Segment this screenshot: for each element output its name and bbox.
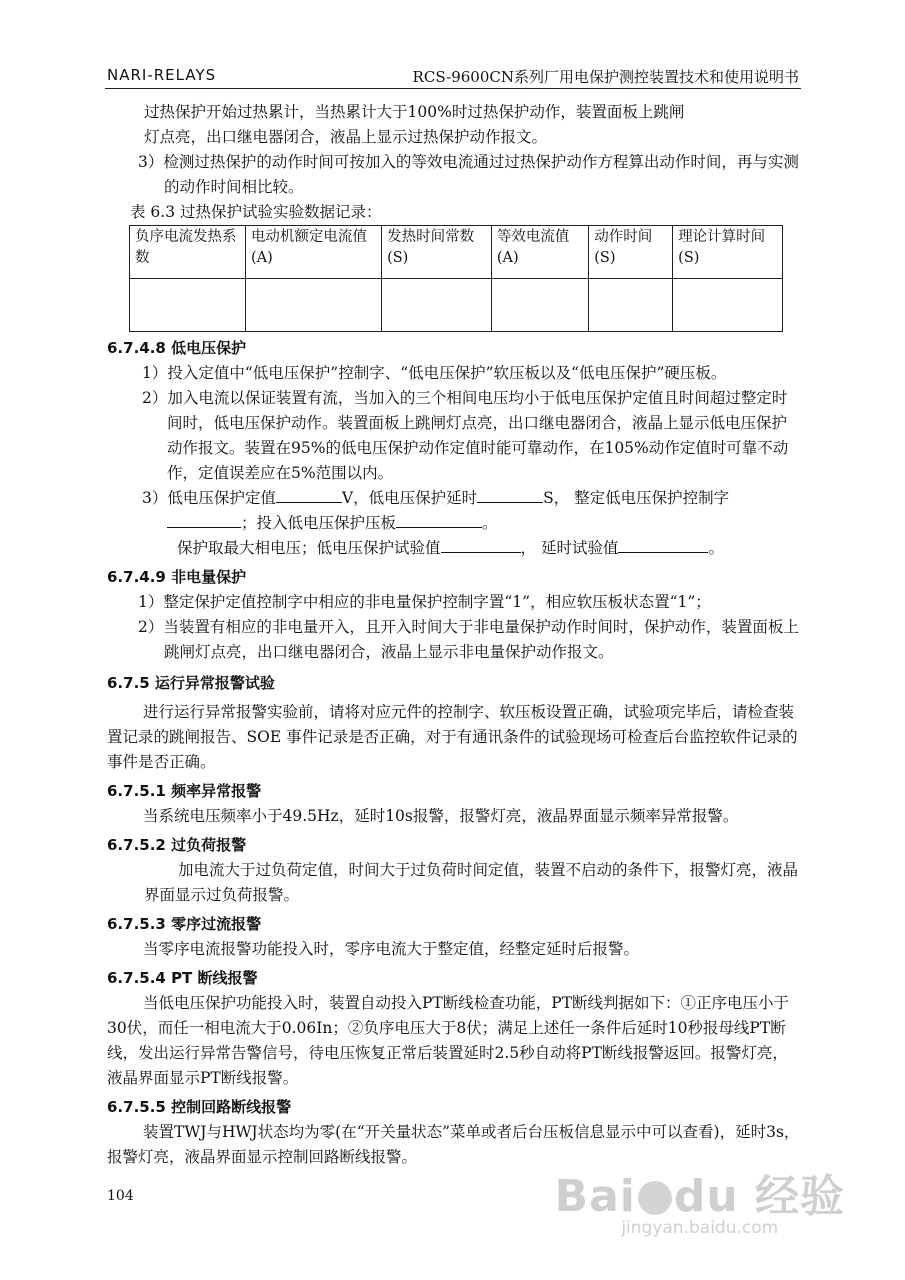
section-heading-6755: 6.7.5.5 控制回路断线报警 [107, 1098, 292, 1116]
undervoltage-item-1: 1）投入定值中“低电压保护”控制字、“低电压保护”软压板以及“低电压保护”硬压板。 [142, 364, 727, 382]
uv-item3-text-h: 。 [708, 539, 724, 557]
table-cell[interactable] [491, 279, 588, 332]
uv-item3-text-b: V，低电压保护延时 [341, 489, 478, 507]
table-header-cell: 理论计算时间(S) [673, 226, 783, 279]
table-blank-row [130, 279, 783, 332]
control-circuit-alarm-body: 装置TWJ与HWJ状态均为零(在“开关量状态”菜单或者后台压板信息显示中可以查看)，延时3s，报警灯亮，液晶界面显示控制回路断线报警。 [107, 1123, 800, 1166]
table-header-cell: 发热时间常数(S) [382, 226, 492, 279]
overheat-item-3: 3）检测过热保护的动作时间可按加入的等效电流通过过热保护动作方程算出动作时间，再与实测的动作时间相比较。 [138, 153, 799, 196]
baidu-watermark [555, 1160, 845, 1238]
undervoltage-item-3 [107, 486, 801, 536]
wm-logo-part-c: 经验 [755, 1171, 845, 1222]
nonelectric-item-1: 1）整定保护定值控制字中相应的非电量保护控制字置“1”，相应软压板状态置“1”； [138, 593, 711, 611]
wm-logo-part-b: du [673, 1171, 739, 1222]
overheat-cont-line2: 灯点亮，出口继电器闭合，液晶上显示过热保护动作报文。 [144, 128, 548, 146]
table-cell[interactable] [589, 279, 673, 332]
uv-item3-text-g: ， 延时试验值 [520, 539, 619, 557]
section-heading-675: 6.7.5 运行异常报警试验 [107, 674, 275, 692]
table-header-cell: 等效电流值(A) [491, 226, 588, 279]
alarm-test-intro: 进行运行异常报警实验前，请将对应元件的控制字、软压板设置正确，试验项完毕后，请检查装置记录的跳闸报告、SOE 事件记录是否正确，对于有通讯条件的试验现场可检查后台监控软件记录的事件是否正确。 [107, 703, 798, 771]
overheat-continuation [107, 100, 801, 150]
uv-item3-text-d: ；投入低电压保护压板 [241, 514, 397, 532]
table-header-cell: 动作时间(S) [589, 226, 673, 279]
uv-item3-text-c: S， 整定低电压保护控制字 [543, 489, 730, 507]
page-body [107, 100, 801, 1170]
table-cell[interactable] [673, 279, 783, 332]
zero-seq-alarm-body: 当零序电流报警功能投入时，零序电流大于整定值，经整定延时后报警。 [143, 940, 640, 958]
section-heading-6748: 6.7.4.8 低电压保护 [107, 339, 247, 357]
section-heading-6749: 6.7.4.9 非电量保护 [107, 568, 247, 586]
header-rule [105, 88, 801, 89]
table-cell[interactable] [245, 279, 381, 332]
uv-item3-text-a: 3）低电压保护定值 [142, 489, 276, 507]
section-heading-6753: 6.7.5.3 零序过流报警 [107, 915, 262, 933]
table-cell[interactable] [382, 279, 492, 332]
uv-delay-blank[interactable] [477, 486, 543, 503]
nonelectric-item-2: 2）当装置有相应的非电量开入，且开入时间大于非电量保护动作时间时，保护动作，装置面板上跳闸灯点亮，出口继电器闭合，液晶上显示非电量保护动作报文。 [138, 618, 799, 661]
uv-setting-blank[interactable] [276, 486, 342, 503]
page-number: 104 [107, 1188, 134, 1204]
table-caption: 表 6.3 过热保护试验实验数据记录： [130, 203, 382, 221]
uv-item3-text-e: 。 [482, 514, 498, 532]
uv-delay-test-blank[interactable] [618, 536, 708, 553]
uv-plate-blank[interactable] [396, 511, 482, 528]
uv-control-word-blank[interactable] [167, 511, 241, 528]
undervoltage-item-2: 2）加入电流以保证装置有流，当加入的三个相间电压均小于低电压保护定值且时间超过整定时间时，低电压保护动作。装置面板上跳闸灯点亮，出口继电器闭合，液晶上显示低电压保护动作报文。装置在95%的低电压保护动作定值时能可靠动作，在105%动作定值时可靠不动作，定值误差应在5%范围以内。 [142, 389, 789, 482]
paw-icon [638, 1181, 672, 1215]
overheat-cont-line1: 过热保护开始过热累计，当热累计大于100%时过热保护动作，装置面板上跳闸 [144, 103, 685, 121]
undervoltage-item-3-line2 [107, 536, 801, 561]
section-heading-6751: 6.7.5.1 频率异常报警 [107, 782, 262, 800]
baidu-logo [555, 1160, 845, 1224]
section-heading-6752: 6.7.5.2 过负荷报警 [107, 836, 247, 854]
overheat-data-table [129, 225, 783, 332]
table-header-cell: 负序电流发热系数 [130, 226, 246, 279]
watermark-url: jingyan.baidu.com [621, 1218, 779, 1238]
header-document-title: RCS-9600CN系列厂用电保护测控装置技术和使用说明书 [412, 68, 799, 86]
header-left-brand: NARI-RELAYS [107, 66, 217, 84]
uv-item3-text-f: 保护取最大相电压；低电压保护试验值 [177, 539, 441, 557]
table-cell[interactable] [130, 279, 246, 332]
section-heading-6754: 6.7.5.4 PT 断线报警 [107, 969, 258, 987]
freq-alarm-body: 当系统电压频率小于49.5Hz，延时10s报警，报警灯亮，液晶界面显示频率异常报警。 [143, 807, 739, 825]
table-header-cell: 电动机额定电流值(A) [245, 226, 381, 279]
wm-logo-part-a: Bai [554, 1171, 636, 1222]
table-header-row [130, 226, 783, 279]
overload-alarm-body: 加电流大于过负荷定值，时间大于过负荷时间定值，装置不启动的条件下，报警灯亮，液晶界面显示过负荷报警。 [144, 861, 799, 904]
pt-break-alarm-body: 当低电压保护功能投入时，装置自动投入PT断线检查功能，PT断线判据如下：①正序电压小于30伏，而任一相电流大于0.06In；②负序电压大于8伏；满足上述任一条件后延时10秒报母线PT断线，发出运行异常告警信号，待电压恢复正常后装置延时2.5秒自动将PT断线报警返回。报警灯亮，液晶界面显示PT断线报警。 [107, 994, 790, 1087]
uv-test-value-blank[interactable] [441, 536, 521, 553]
